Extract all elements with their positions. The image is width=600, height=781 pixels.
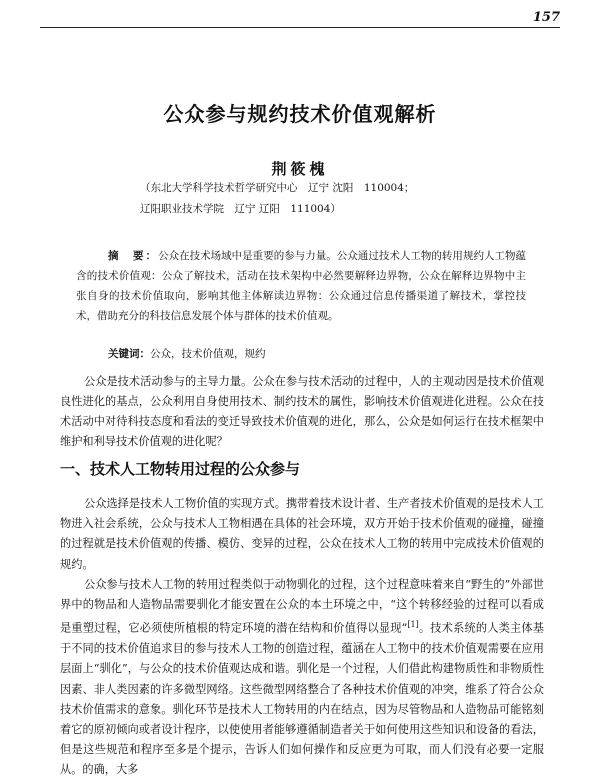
intro-paragraph: 公众是技术活动参与的主导力量。公众在参与技术活动的过程中，人的主观动因是技术价值观良性进化的基点，公众利用自身使用技术、制约技术的属性，影响技术价值观进化进程。公众在技术活动中对待科技态度和看法的变迁导致技术价值观的进化，那么，公众是如何运行在技术框架中维护和利导技术价值观的进化呢？ — [60, 375, 544, 448]
keywords — [108, 346, 528, 361]
abstract — [76, 246, 526, 326]
affiliation-line-2: 辽阳职业技术学院 辽宁 辽阳 111004） — [140, 203, 341, 215]
body-paragraph-1: 公众选择是技术人工物价值的实现方式。携带着技术设计者、生产者技术价值观的是技术人工物进入社会系统，公众与技术人工物相遇在具体的社会环境，双方开始于技术价值观的碰撞，碰撞的过程就是技术价值观的传播、模仿、变异的过程，公众在技术人工物的转用中完成技术价值观的规约。 — [60, 497, 544, 571]
intro-section — [60, 372, 544, 452]
page-header — [0, 0, 600, 28]
keywords-text: 公众，技术价值观，规约 — [150, 348, 266, 360]
section-heading: 一、技术人工物转用过程的公众参与 — [60, 460, 301, 478]
page-number: 157 — [532, 10, 560, 25]
body-paragraph-2-part-a: 公众参与技术人工物的转用过程类似于动物驯化的过程，这个过程意味着来自“野生的”外部世界中的物品和人造物品需要驯化才能安置在公众的本土环境之中，“这个转移经验的过程可以看成是重塑过程，它必须使所植根的特定环境的潜在结构和价值得以显现” — [60, 577, 544, 635]
body-text — [60, 494, 544, 781]
body-paragraph-2-part-b: 。技术系统的人类主体基于不同的技术价值追求目的参与技术人工物的创造过程，蕴涵在人工物中的技术价值观需要在应用层面上“驯化”，与公众的技术价值观达成和谐。驯化是一个过程，人们借此构建物质性和非物质性因素、非人类因素的许多微型网络。这些微型网络整合了各种技术价值观的冲突，维系了符合公众技术价值需求的意象。驯化环节是技术人工物转用的内在结点，因为尽管物品和人造物品可能铭刻着它的原初倾向或者设计程序，以使使用者能够遵循制造者关于如何使用这些知识和设备的看法，但是这些规范和程序至多是个提示，告诉人们如何操作和反应更为可取，而人们没有必要一定服从。的确，大多 — [60, 621, 544, 777]
affiliation-block — [140, 178, 520, 220]
keywords-label: 关键词： — [108, 348, 150, 360]
abstract-text: 公众在技术场域中是重要的参与力量。公众通过技术人工物的转用规约人工物蕴含的技术价值观：公众了解技术，活动在技术架构中必然要解释边界物，公众在解释边界物中主张自身的技术价值取向，影响其他主体解读边界物：公众通过信息传播渠道了解技术，掌控技术，借助充分的科技信息发展个体与群体的技术价值观。 — [76, 250, 527, 322]
header-rule — [40, 27, 560, 28]
affiliation-line-1: （东北大学科学技术哲学研究中心 辽宁 沈阳 110004； — [140, 182, 415, 194]
body-paragraph-2 — [60, 575, 544, 781]
abstract-label: 摘 要： — [108, 250, 159, 262]
article-title: 公众参与规约技术价值观解析 — [163, 102, 437, 126]
author-name: 荆筱槐 — [271, 160, 329, 178]
citation-ref: [1] — [407, 620, 419, 630]
